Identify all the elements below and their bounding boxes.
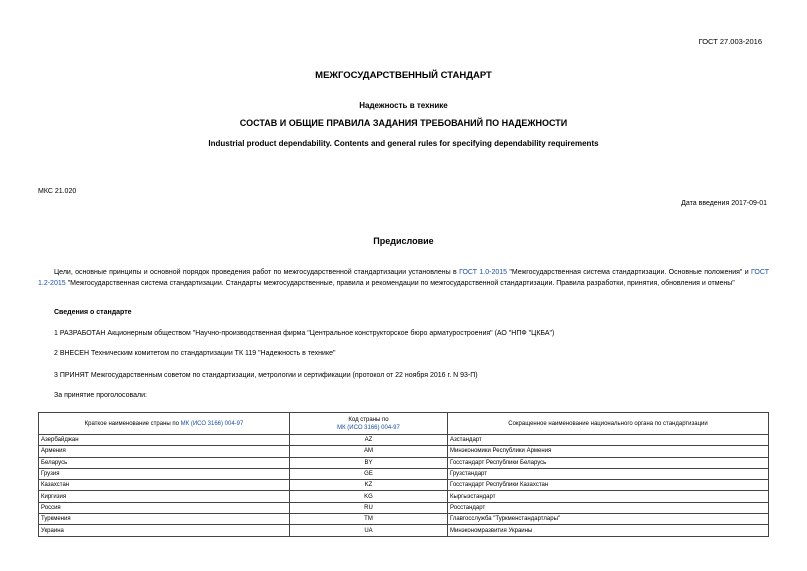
country-cell: Армения xyxy=(39,446,290,457)
table-row xyxy=(39,435,769,446)
document-title-en: Industrial product dependability. Contents and general rules for specifying dependability requirements xyxy=(208,139,599,148)
introduced-item: 2 ВНЕСЕН Техническим комитетом по стандартизации ТК 119 "Надежность в технике" xyxy=(54,350,336,357)
table-row xyxy=(39,514,769,525)
country-cell: Украина xyxy=(39,525,290,536)
table-row xyxy=(39,480,769,491)
intro-text-b: "Межгосударственная система стандартизации. Основные положения" и xyxy=(507,269,752,276)
preface-heading: Предисловие xyxy=(373,236,434,246)
mks-code: МКС 21.020 xyxy=(38,188,77,195)
code-cell: KG xyxy=(290,491,448,502)
country-cell: Казахстан xyxy=(39,480,290,491)
standards-body-cell: Росстандарт xyxy=(448,502,769,513)
table-row xyxy=(39,457,769,468)
country-cell: Киргизия xyxy=(39,491,290,502)
standards-body-cell: Минэкономразвития Украины xyxy=(448,525,769,536)
code-cell: AM xyxy=(290,446,448,457)
document-subtitle: Надежность в технике xyxy=(359,101,448,110)
standards-body-cell: Азстандарт xyxy=(448,435,769,446)
table-row xyxy=(39,525,769,536)
standards-body-cell: Грузстандарт xyxy=(448,468,769,479)
standards-body-cell: Кыргызстандарт xyxy=(448,491,769,502)
mk-iso-link[interactable]: МК (ИСО 3166) 004-97 xyxy=(180,420,244,427)
member-countries-table xyxy=(38,412,769,537)
voted-label: За принятие проголосовали: xyxy=(54,392,147,399)
code-cell: TM xyxy=(290,514,448,525)
country-cell: Беларусь xyxy=(39,457,290,468)
country-cell: Грузия xyxy=(39,468,290,479)
effective-date: Дата введения 2017-09-01 xyxy=(681,200,767,207)
code-cell: GE xyxy=(290,468,448,479)
standard-info-heading: Сведения о стандарте xyxy=(54,309,132,316)
mk-iso-code-link[interactable]: МК (ИСО 3166) 004-97 xyxy=(337,424,400,431)
preface-paragraph xyxy=(38,267,769,289)
gost-1-0-link[interactable]: ГОСТ 1.0-2015 xyxy=(459,269,508,276)
code-cell: RU xyxy=(290,502,448,513)
intro-text-c: "Межгосударственная система стандартизации. Стандарты межгосударственные, правила и рекомендации по межгосударственной стандартизации. Правила разработки, принятия, обновления и отмены" xyxy=(65,280,735,287)
standards-body-cell: Госстандарт Республики Беларусь xyxy=(448,457,769,468)
country-cell: Россия xyxy=(39,502,290,513)
standards-body-cell: Госстандарт Республики Казахстан xyxy=(448,480,769,491)
document-title-ru: СОСТАВ И ОБЩИЕ ПРАВИЛА ЗАДАНИЯ ТРЕБОВАНИЙ ПО НАДЕЖНОСТИ xyxy=(239,118,568,128)
code-cell: BY xyxy=(290,457,448,468)
table-row xyxy=(39,468,769,479)
code-cell: KZ xyxy=(290,480,448,491)
standard-type-heading: МЕЖГОСУДАРСТВЕННЫЙ СТАНДАРТ xyxy=(315,70,492,81)
standards-body-cell: Главгосслужба "Туркменстандартлары" xyxy=(448,514,769,525)
country-cell: Туркмения xyxy=(39,514,290,525)
country-cell: Азербайджан xyxy=(39,435,290,446)
column-header-country-text: Краткое наименование страны по xyxy=(84,420,181,427)
intro-text-a: Цели, основные принципы и основной порядок проведения работ по межгосударственной стандартизации установлены в xyxy=(54,269,460,276)
adopted-item: 3 ПРИНЯТ Межгосударственным советом по стандартизации, метрологии и сертификации (протокол от 22 ноября 2016 г. N 93-П) xyxy=(54,372,478,379)
table-row xyxy=(39,446,769,457)
code-cell: AZ xyxy=(290,435,448,446)
table-row xyxy=(39,491,769,502)
table-header-row xyxy=(39,413,769,435)
gost-1-2-link[interactable]: ГОСТ 1.2-2015 xyxy=(38,269,769,287)
column-header-country xyxy=(39,413,290,435)
table-row xyxy=(39,502,769,513)
column-header-body: Сокращенное наименование национального органа по стандартизации xyxy=(448,413,769,435)
standards-body-cell: Минэкономики Республики Армения xyxy=(448,446,769,457)
code-cell: UA xyxy=(290,525,448,536)
column-header-code xyxy=(290,413,448,435)
document-code: ГОСТ 27.003-2016 xyxy=(698,37,762,46)
column-header-code-text: Код страны по xyxy=(348,416,389,423)
developer-item: 1 РАЗРАБОТАН Акционерным обществом "Научно-производственная фирма "Центральное конструкторское бюро арматуростроения" (АО "НПФ "ЦКБА") xyxy=(54,330,555,337)
